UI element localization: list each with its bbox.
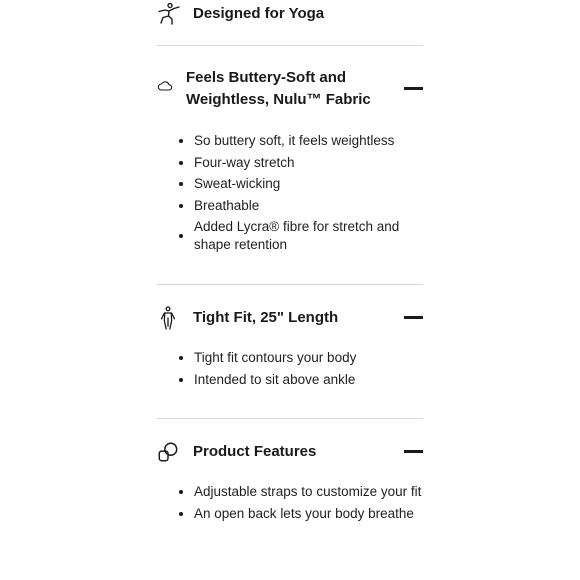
- section-title: Designed for Yoga: [193, 5, 325, 22]
- list-item: Sweat-wicking: [157, 175, 423, 193]
- list-item: An open back lets your body breathe: [157, 505, 423, 523]
- collapse-toggle[interactable]: [404, 316, 423, 319]
- collapse-toggle[interactable]: [404, 450, 423, 453]
- section-divider: [157, 284, 423, 285]
- section-title: Feels Buttery-Soft and Weightless, Nulu™ Fabric: [186, 69, 371, 108]
- section-designed-for-yoga: [157, 2, 423, 26]
- product-features-list: [157, 483, 423, 526]
- bullet: [179, 490, 183, 494]
- list-item: Breathable: [157, 197, 423, 215]
- list-item: Intended to sit above ankle: [157, 371, 423, 389]
- bullet: [179, 234, 183, 238]
- collapse-toggle[interactable]: [404, 87, 423, 90]
- bullet: [179, 139, 183, 143]
- section-divider: [157, 45, 423, 46]
- yoga-pose-icon: [157, 2, 181, 26]
- bullet: [179, 512, 183, 516]
- section-nulu-fabric-header[interactable]: [157, 67, 423, 113]
- bullet: [179, 356, 183, 360]
- section-title: Tight Fit, 25" Length: [193, 309, 339, 326]
- bullet: [179, 182, 183, 186]
- nulu-fabric-list: [157, 132, 423, 258]
- list-item: Added Lycra® fibre for stretch and shape retention: [157, 218, 423, 254]
- section-tight-fit-header[interactable]: [157, 306, 423, 330]
- features-icon: [157, 440, 179, 464]
- list-item: Adjustable straps to customize your fit: [157, 483, 423, 501]
- list-item: So buttery soft, it feels weightless: [157, 132, 423, 150]
- list-item: Four-way stretch: [157, 154, 423, 172]
- section-product-features-header[interactable]: [157, 440, 423, 464]
- bullet: [179, 204, 183, 208]
- tight-fit-list: [157, 349, 423, 392]
- section-title: Product Features: [193, 443, 317, 460]
- list-item: Tight fit contours your body: [157, 349, 423, 367]
- body-fit-icon: [157, 306, 179, 330]
- section-divider: [157, 418, 423, 419]
- bullet: [179, 161, 183, 165]
- bullet: [179, 378, 183, 382]
- cloud-icon: [157, 78, 173, 94]
